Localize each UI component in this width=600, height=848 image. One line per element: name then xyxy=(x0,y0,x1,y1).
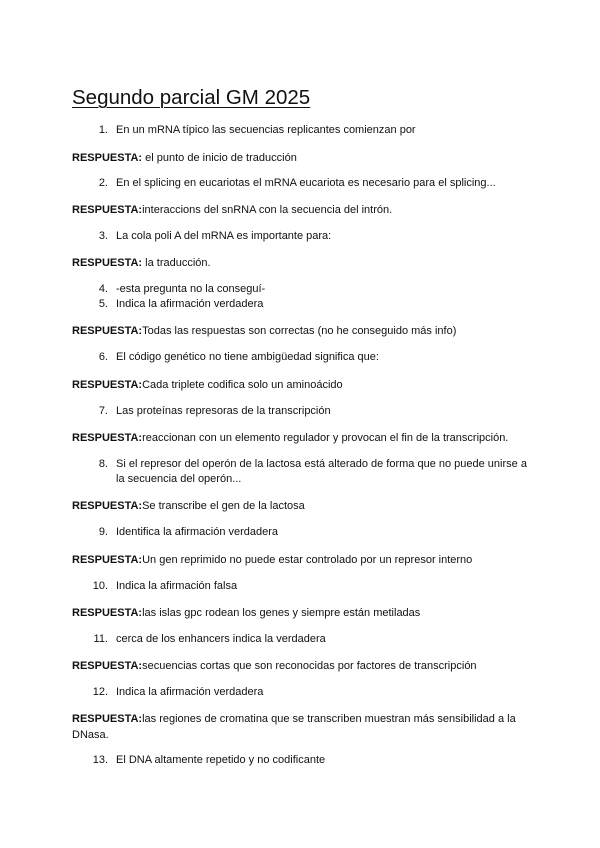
question-text: Las proteínas represoras de la transcripción xyxy=(116,405,331,417)
answer-10 xyxy=(72,605,532,621)
answer-text: la traducción. xyxy=(142,257,211,269)
answer-label: RESPUESTA: xyxy=(72,660,143,672)
question-text: Indica la afirmación falsa xyxy=(116,580,238,592)
question-text: El código genético no tiene ambigüedad significa que: xyxy=(116,351,379,363)
answer-text: Un gen reprimido no puede estar controlado por un represor interno xyxy=(142,554,473,566)
question-4 xyxy=(88,282,533,297)
answer-11 xyxy=(72,658,532,674)
question-number: 12. xyxy=(92,686,108,698)
document-title: Segundo parcial GM 2025 xyxy=(72,86,311,109)
answer-3 xyxy=(72,255,532,271)
answer-label: RESPUESTA: xyxy=(72,432,143,444)
answer-1 xyxy=(72,150,532,166)
question-number: 4. xyxy=(98,283,108,295)
answer-2 xyxy=(72,202,532,218)
question-text: El DNA altamente repetido y no codificante xyxy=(116,754,326,766)
answer-5 xyxy=(72,323,532,339)
question-text: La cola poli A del mRNA es importante para: xyxy=(116,230,332,242)
question-number: 2. xyxy=(98,177,108,189)
answer-12 xyxy=(72,711,532,743)
question-number: 5. xyxy=(98,298,108,310)
question-number: 9. xyxy=(98,526,108,538)
answer-label: RESPUESTA: xyxy=(72,325,143,337)
question-7 xyxy=(88,404,533,419)
question-5 xyxy=(88,297,533,312)
question-number: 6. xyxy=(98,351,108,363)
question-text: Identifica la afirmación verdadera xyxy=(116,526,279,538)
answer-label: RESPUESTA: xyxy=(72,257,143,269)
question-6 xyxy=(88,350,533,365)
question-3 xyxy=(88,229,533,244)
answer-label: RESPUESTA: xyxy=(72,379,143,391)
question-text: Indica la afirmación verdadera xyxy=(116,686,264,698)
answer-text: las islas gpc rodean los genes y siempre están metiladas xyxy=(142,607,421,619)
answer-label: RESPUESTA: xyxy=(72,554,143,566)
answer-7 xyxy=(72,430,532,446)
answer-text: Todas las respuestas son correctas (no he conseguido más info) xyxy=(142,325,457,337)
question-9 xyxy=(88,525,533,540)
answer-label: RESPUESTA: xyxy=(72,607,143,619)
question-10 xyxy=(88,579,533,594)
answer-text: el punto de inicio de traducción xyxy=(142,152,297,164)
question-text: cerca de los enhancers indica la verdadera xyxy=(116,633,326,645)
answer-text: reaccionan con un elemento regulador y provocan el fin de la transcripción. xyxy=(142,432,509,444)
answer-9 xyxy=(72,552,532,568)
question-2 xyxy=(88,176,533,191)
answer-text: Se transcribe el gen de la lactosa xyxy=(142,500,305,512)
answer-label: RESPUESTA: xyxy=(72,500,143,512)
answer-text: Cada triplete codifica solo un aminoácido xyxy=(142,379,343,391)
question-number: 1. xyxy=(98,124,108,136)
question-11 xyxy=(88,632,533,647)
answer-label: RESPUESTA: xyxy=(72,204,143,216)
question-number: 8. xyxy=(98,458,108,470)
question-number: 3. xyxy=(98,230,108,242)
question-number: 7. xyxy=(98,405,108,417)
question-8 xyxy=(88,457,533,487)
question-text: Indica la afirmación verdadera xyxy=(116,298,264,310)
answer-label: RESPUESTA: xyxy=(72,152,143,164)
answer-text: interaccions del snRNA con la secuencia del intrón. xyxy=(142,204,393,216)
question-1 xyxy=(88,123,533,138)
question-12 xyxy=(88,685,533,700)
question-text: En el splicing en eucariotas el mRNA eucariota es necesario para el splicing... xyxy=(116,177,496,189)
question-number: 10. xyxy=(92,580,108,592)
answer-text: las regiones de cromatina que se transcriben muestran más sensibilidad a la DNasa. xyxy=(72,713,516,741)
question-text: -esta pregunta no la conseguí- xyxy=(116,283,266,295)
answer-8 xyxy=(72,498,532,514)
answer-6 xyxy=(72,377,532,393)
answer-text: secuencias cortas que son reconocidas por factores de transcripción xyxy=(142,660,477,672)
question-text: En un mRNA típico las secuencias replicantes comienzan por xyxy=(116,124,416,136)
question-text: Si el represor del operón de la lactosa está alterado de forma que no puede unirse a la secuencia del operón... xyxy=(116,458,527,485)
question-number: 11. xyxy=(93,633,108,645)
answer-label: RESPUESTA: xyxy=(72,713,143,725)
question-13 xyxy=(88,753,533,768)
question-number: 13. xyxy=(92,754,108,766)
